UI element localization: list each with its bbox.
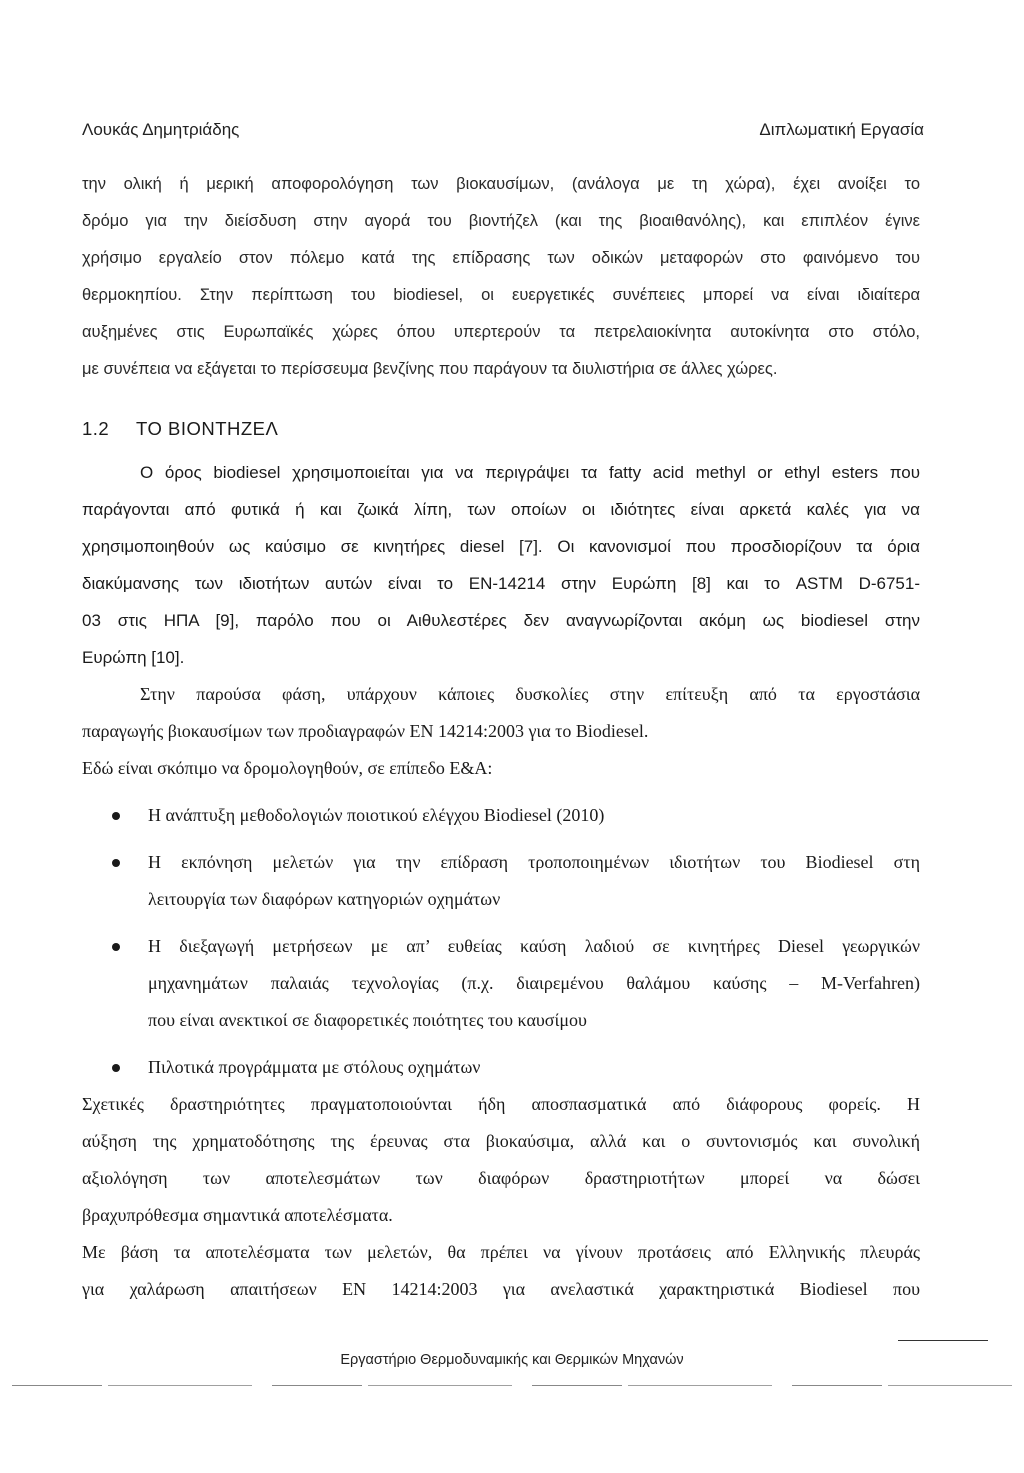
text-line: χρησιμοποιηθούν ως καύσιμο σε κινητήρες diesel [7]. Οι κανονισμοί που προσδιορίζουν τα όρια: [82, 537, 920, 556]
paragraph-difficulties: [82, 676, 920, 750]
section-title: ΤΟ ΒΙΟΝΤΗΖΕΛ: [136, 418, 279, 439]
text-line: χρήσιμο εργαλείο στον πόλεμο κατά της επίδρασης των οδικών μεταφορών στο φαινόμενο του: [82, 249, 920, 267]
paragraph-definition: [82, 454, 920, 676]
section-number: 1.2: [82, 418, 110, 439]
text-line: αυξημένες στις Ευρωπαϊκές χώρες όπου υπερτερούν τα πετρελαιοκίνητα αυτοκίνητα στο στόλο,: [82, 323, 920, 341]
paragraph-rnd-intro: Εδώ είναι σκόπιμο να δρομολογηθούν, σε επίπεδο Ε&Α:: [82, 758, 493, 778]
text-line: αύξηση της χρηματοδότησης της έρευνας στα βιοκαύσιμα, αλλά και ο συντονισμός και συνολική: [82, 1131, 920, 1151]
text-line: για χαλάρωση απαιτήσεων EN 14214:2003 για ανελαστικά χαρακτηριστικά Biodiesel που: [82, 1279, 920, 1299]
text-line: αξιολόγηση των αποτελεσμάτων των διαφόρων δραστηριοτήτων μπορεί να δώσει: [82, 1168, 920, 1188]
page-body: [82, 166, 920, 1308]
text-line: Ο όρος biodiesel χρησιμοποιείται για να περιγράψει τα fatty acid methyl or ethyl esters που: [140, 463, 920, 482]
text-line: παράγονται από φυτικά ή και ζωικά λίπη, των οποίων οι ιδιότητες είναι αρκετά καλές για να: [82, 500, 920, 519]
list-item: Η εκπόνηση μελετών για την επίδραση τροποποιημένων ιδιοτήτων του Biodiesel στη: [82, 844, 920, 881]
text-line: 03 στις ΗΠΑ [9], παρόλο που οι Αιθυλεστέρες δεν αναγνωρίζονται ακόμη ως biodiesel στην: [82, 611, 920, 630]
text-line: δρόμο για την διείσδυση στην αγορά του βιοντήζελ (και της βιοαιθανόλης), και επιπλέον έγινε: [82, 212, 920, 230]
bullet-icon: [112, 1064, 120, 1072]
text-line: παραγωγής βιοκαυσίμων των προδιαγραφών EN 14214:2003 για το Biodiesel.: [82, 721, 649, 741]
text-line: θερμοκηπίου. Στην περίπτωση του biodiesel, οι ευεργετικές συνέπειες μπορεί να είναι ιδιαίτερα: [82, 286, 920, 304]
text-line: βραχυπρόθεσμα σημαντικά αποτελέσματα.: [82, 1205, 393, 1225]
bullet-icon: [112, 859, 120, 867]
footer-rule: [898, 1340, 988, 1341]
bullet-icon: [112, 812, 120, 820]
bullet-icon: [112, 943, 120, 951]
list-item: Πιλοτικά προγράμματα με στόλους οχημάτων: [82, 1049, 920, 1086]
paragraph-proposals: [82, 1234, 920, 1308]
text-line: Ευρώπη [10].: [82, 648, 185, 667]
paragraph-intro: [82, 166, 920, 388]
header-author: Λουκάς Δημητριάδης: [82, 120, 240, 139]
header-doc-type: Διπλωματική Εργασία: [759, 120, 924, 139]
list-item: Η ανάπτυξη μεθοδολογιών ποιοτικού ελέγχου Biodiesel (2010): [82, 797, 920, 834]
text-line: διακύμανσης των ιδιοτήτων αυτών είναι το EN-14214 στην Ευρώπη [8] και το ASTM D-6751-: [82, 574, 920, 593]
bullet-list: [82, 797, 920, 1086]
list-item-continuation: που είναι ανεκτικοί σε διαφορετικές ποιότητες του καυσίμου: [148, 1010, 587, 1030]
list-item-continuation: μηχανημάτων παλαιάς τεχνολογίας (π.χ. διαιρεμένου θαλάμου καύσης – M-Verfahren): [148, 973, 920, 993]
section-heading: [82, 412, 920, 446]
text-line: με συνέπεια να εξάγεται το περίσσευμα βενζίνης που παράγουν τα διυλιστήρια σε άλλες χώρες.: [82, 360, 778, 378]
paragraph-activities: [82, 1086, 920, 1234]
text-line: Με βάση τα αποτελέσματα των μελετών, θα πρέπει να γίνουν προτάσεις από Ελληνικής πλευράς: [82, 1242, 920, 1262]
text-line: την ολική ή μερική αποφορολόγηση των βιοκαυσίμων, (ανάλογα με τη χώρα), έχει ανοίξει το: [82, 175, 920, 193]
list-item-continuation: λειτουργία των διαφόρων κατηγοριών οχημάτων: [148, 889, 501, 909]
text-line: Σχετικές δραστηριότητες πραγματοποιούνται ήδη αποσπασματικά από διάφορους φορείς. Η: [82, 1094, 920, 1114]
footer-lab-name: Εργαστήριο Θερμοδυναμικής και Θερμικών Μηχανών: [340, 1352, 684, 1368]
footer-bottom-rule: [12, 1385, 1012, 1386]
text-line: Στην παρούσα φάση, υπάρχουν κάποιες δυσκολίες στην επίτευξη από τα εργοστάσια: [140, 684, 920, 704]
list-item: Η διεξαγωγή μετρήσεων με απ’ ευθείας καύση λαδιού σε κινητήρες Diesel γεωργικών: [82, 928, 920, 965]
